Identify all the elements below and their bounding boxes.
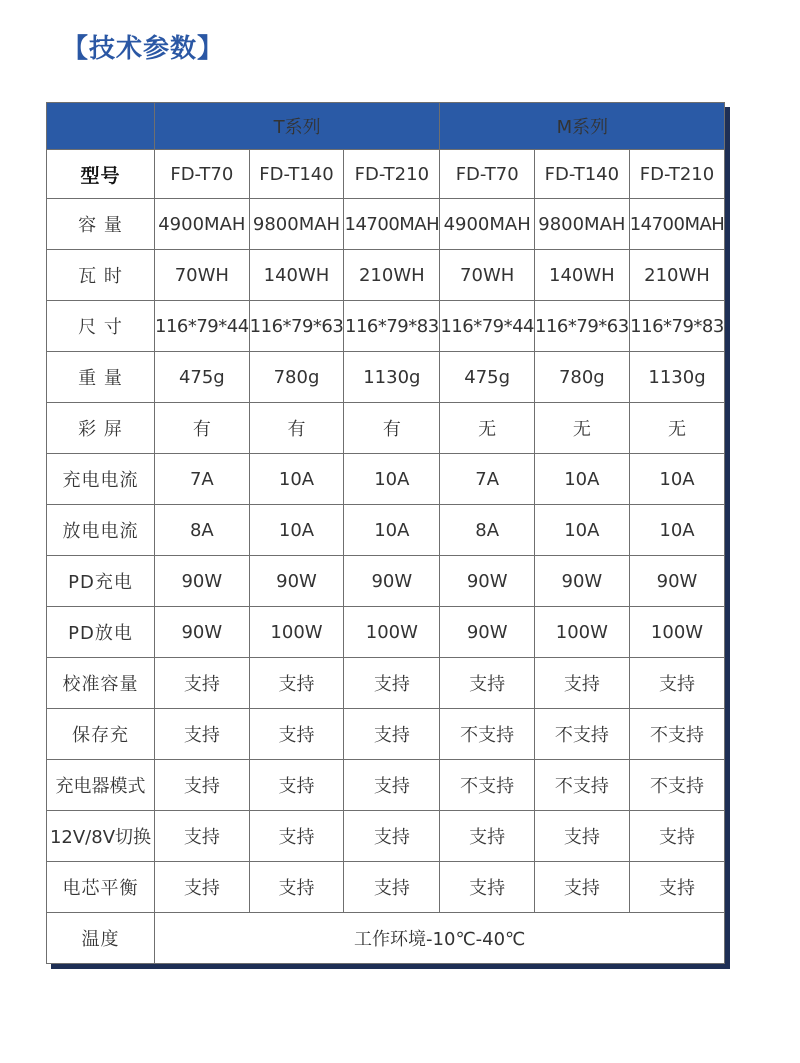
table-cell: 支持 xyxy=(629,811,725,862)
table-cell: 支持 xyxy=(440,658,535,709)
table-cell: 780g xyxy=(535,352,630,403)
row-label: 重 量 xyxy=(47,352,155,403)
table-cell: 不支持 xyxy=(629,709,725,760)
table-cell: 支持 xyxy=(535,811,630,862)
table-cell: 100W xyxy=(249,607,344,658)
table-cell: 无 xyxy=(440,403,535,454)
table-cell: 支持 xyxy=(344,811,440,862)
table-cell: 7A xyxy=(155,454,250,505)
header-corner xyxy=(47,103,155,150)
table-cell: 70WH xyxy=(155,250,250,301)
table-cell: 支持 xyxy=(249,709,344,760)
table-row xyxy=(47,403,725,454)
series-header-m: M系列 xyxy=(440,103,725,150)
table-cell: 有 xyxy=(155,403,250,454)
table-row xyxy=(47,352,725,403)
table-row xyxy=(47,760,725,811)
table-cell: 支持 xyxy=(155,811,250,862)
table-cell: FD-T210 xyxy=(629,150,725,199)
table-cell: 116*79*83 xyxy=(629,301,725,352)
table-cell: 有 xyxy=(249,403,344,454)
row-label: 温度 xyxy=(47,913,155,964)
table-cell: 7A xyxy=(440,454,535,505)
table-cell: 支持 xyxy=(440,862,535,913)
table-cell: 90W xyxy=(249,556,344,607)
row-label: 电芯平衡 xyxy=(47,862,155,913)
table-cell: 支持 xyxy=(344,709,440,760)
table-row xyxy=(47,607,725,658)
table-cell: 475g xyxy=(155,352,250,403)
table-cell: 无 xyxy=(535,403,630,454)
table-cell: 90W xyxy=(344,556,440,607)
table-cell: 10A xyxy=(249,454,344,505)
table-cell: 10A xyxy=(629,505,725,556)
table-cell: 8A xyxy=(440,505,535,556)
row-label: 尺 寸 xyxy=(47,301,155,352)
series-header-row xyxy=(47,103,725,150)
table-cell: 10A xyxy=(344,454,440,505)
row-label: PD充电 xyxy=(47,556,155,607)
table-cell: 100W xyxy=(629,607,725,658)
table-cell: 9800MAH xyxy=(249,199,344,250)
row-label: 放电电流 xyxy=(47,505,155,556)
table-cell: 不支持 xyxy=(629,760,725,811)
table-cell: FD-T210 xyxy=(344,150,440,199)
table-cell: 140WH xyxy=(249,250,344,301)
section-title: 【技术参数】 xyxy=(62,34,225,64)
table-cell: 14700MAH xyxy=(344,199,440,250)
table-cell: 140WH xyxy=(535,250,630,301)
table-cell: 不支持 xyxy=(535,709,630,760)
table-cell: FD-T70 xyxy=(440,150,535,199)
table-cell: 1130g xyxy=(629,352,725,403)
table-cell: 4900MAH xyxy=(155,199,250,250)
row-label: 容 量 xyxy=(47,199,155,250)
table-cell: 1130g xyxy=(344,352,440,403)
table-cell: FD-T140 xyxy=(535,150,630,199)
table-row xyxy=(47,709,725,760)
table-cell: 支持 xyxy=(535,658,630,709)
table-cell: 4900MAH xyxy=(440,199,535,250)
table-cell: 90W xyxy=(155,556,250,607)
table-cell: 无 xyxy=(629,403,725,454)
model-row xyxy=(47,150,725,199)
row-label: 保存充 xyxy=(47,709,155,760)
table-cell: FD-T140 xyxy=(249,150,344,199)
table-cell: 支持 xyxy=(629,862,725,913)
table-cell: 支持 xyxy=(249,862,344,913)
table-row xyxy=(47,811,725,862)
row-label: 充电电流 xyxy=(47,454,155,505)
table-cell: 支持 xyxy=(535,862,630,913)
table-row xyxy=(47,556,725,607)
table-cell: 116*79*44 xyxy=(155,301,250,352)
table-cell: 支持 xyxy=(249,658,344,709)
table-cell: 10A xyxy=(344,505,440,556)
row-label: 校准容量 xyxy=(47,658,155,709)
table-cell: 支持 xyxy=(440,811,535,862)
table-cell: 支持 xyxy=(155,760,250,811)
series-header-t: T系列 xyxy=(155,103,440,150)
table-cell: 10A xyxy=(535,505,630,556)
row-label: 彩 屏 xyxy=(47,403,155,454)
table-cell: 90W xyxy=(629,556,725,607)
table-row xyxy=(47,505,725,556)
table-cell: FD-T70 xyxy=(155,150,250,199)
table-row xyxy=(47,862,725,913)
row-label: 型号 xyxy=(47,150,155,199)
row-label: PD放电 xyxy=(47,607,155,658)
table-cell: 支持 xyxy=(155,862,250,913)
table-cell: 14700MAH xyxy=(629,199,725,250)
table-cell: 支持 xyxy=(344,658,440,709)
temperature-value: 工作环境-10℃-40℃ xyxy=(155,913,725,964)
table-cell: 90W xyxy=(535,556,630,607)
table-cell: 210WH xyxy=(344,250,440,301)
table-cell: 780g xyxy=(249,352,344,403)
table-cell: 支持 xyxy=(249,811,344,862)
table-cell: 116*79*83 xyxy=(344,301,440,352)
table-cell: 不支持 xyxy=(440,760,535,811)
table-cell: 支持 xyxy=(629,658,725,709)
table-cell: 支持 xyxy=(155,658,250,709)
table-cell: 475g xyxy=(440,352,535,403)
table-cell: 支持 xyxy=(344,760,440,811)
table-cell: 9800MAH xyxy=(535,199,630,250)
table-cell: 10A xyxy=(249,505,344,556)
table-row xyxy=(47,658,725,709)
table-cell: 90W xyxy=(155,607,250,658)
table-cell: 116*79*63 xyxy=(249,301,344,352)
table-cell: 有 xyxy=(344,403,440,454)
table-cell: 8A xyxy=(155,505,250,556)
table-cell: 70WH xyxy=(440,250,535,301)
temperature-row xyxy=(47,913,725,964)
table-cell: 100W xyxy=(344,607,440,658)
table-row xyxy=(47,199,725,250)
table-cell: 210WH xyxy=(629,250,725,301)
table-cell: 不支持 xyxy=(535,760,630,811)
table-cell: 116*79*44 xyxy=(440,301,535,352)
table-cell: 不支持 xyxy=(440,709,535,760)
table-row xyxy=(47,454,725,505)
table-row xyxy=(47,250,725,301)
table-cell: 90W xyxy=(440,556,535,607)
row-label: 12V/8V切换 xyxy=(47,811,155,862)
table-row xyxy=(47,301,725,352)
table-cell: 支持 xyxy=(155,709,250,760)
table-cell: 支持 xyxy=(249,760,344,811)
table-cell: 116*79*63 xyxy=(535,301,630,352)
table-cell: 支持 xyxy=(344,862,440,913)
row-label: 瓦 时 xyxy=(47,250,155,301)
table-cell: 90W xyxy=(440,607,535,658)
row-label: 充电器模式 xyxy=(47,760,155,811)
table-cell: 10A xyxy=(535,454,630,505)
table-cell: 10A xyxy=(629,454,725,505)
spec-table xyxy=(46,102,725,964)
table-cell: 100W xyxy=(535,607,630,658)
